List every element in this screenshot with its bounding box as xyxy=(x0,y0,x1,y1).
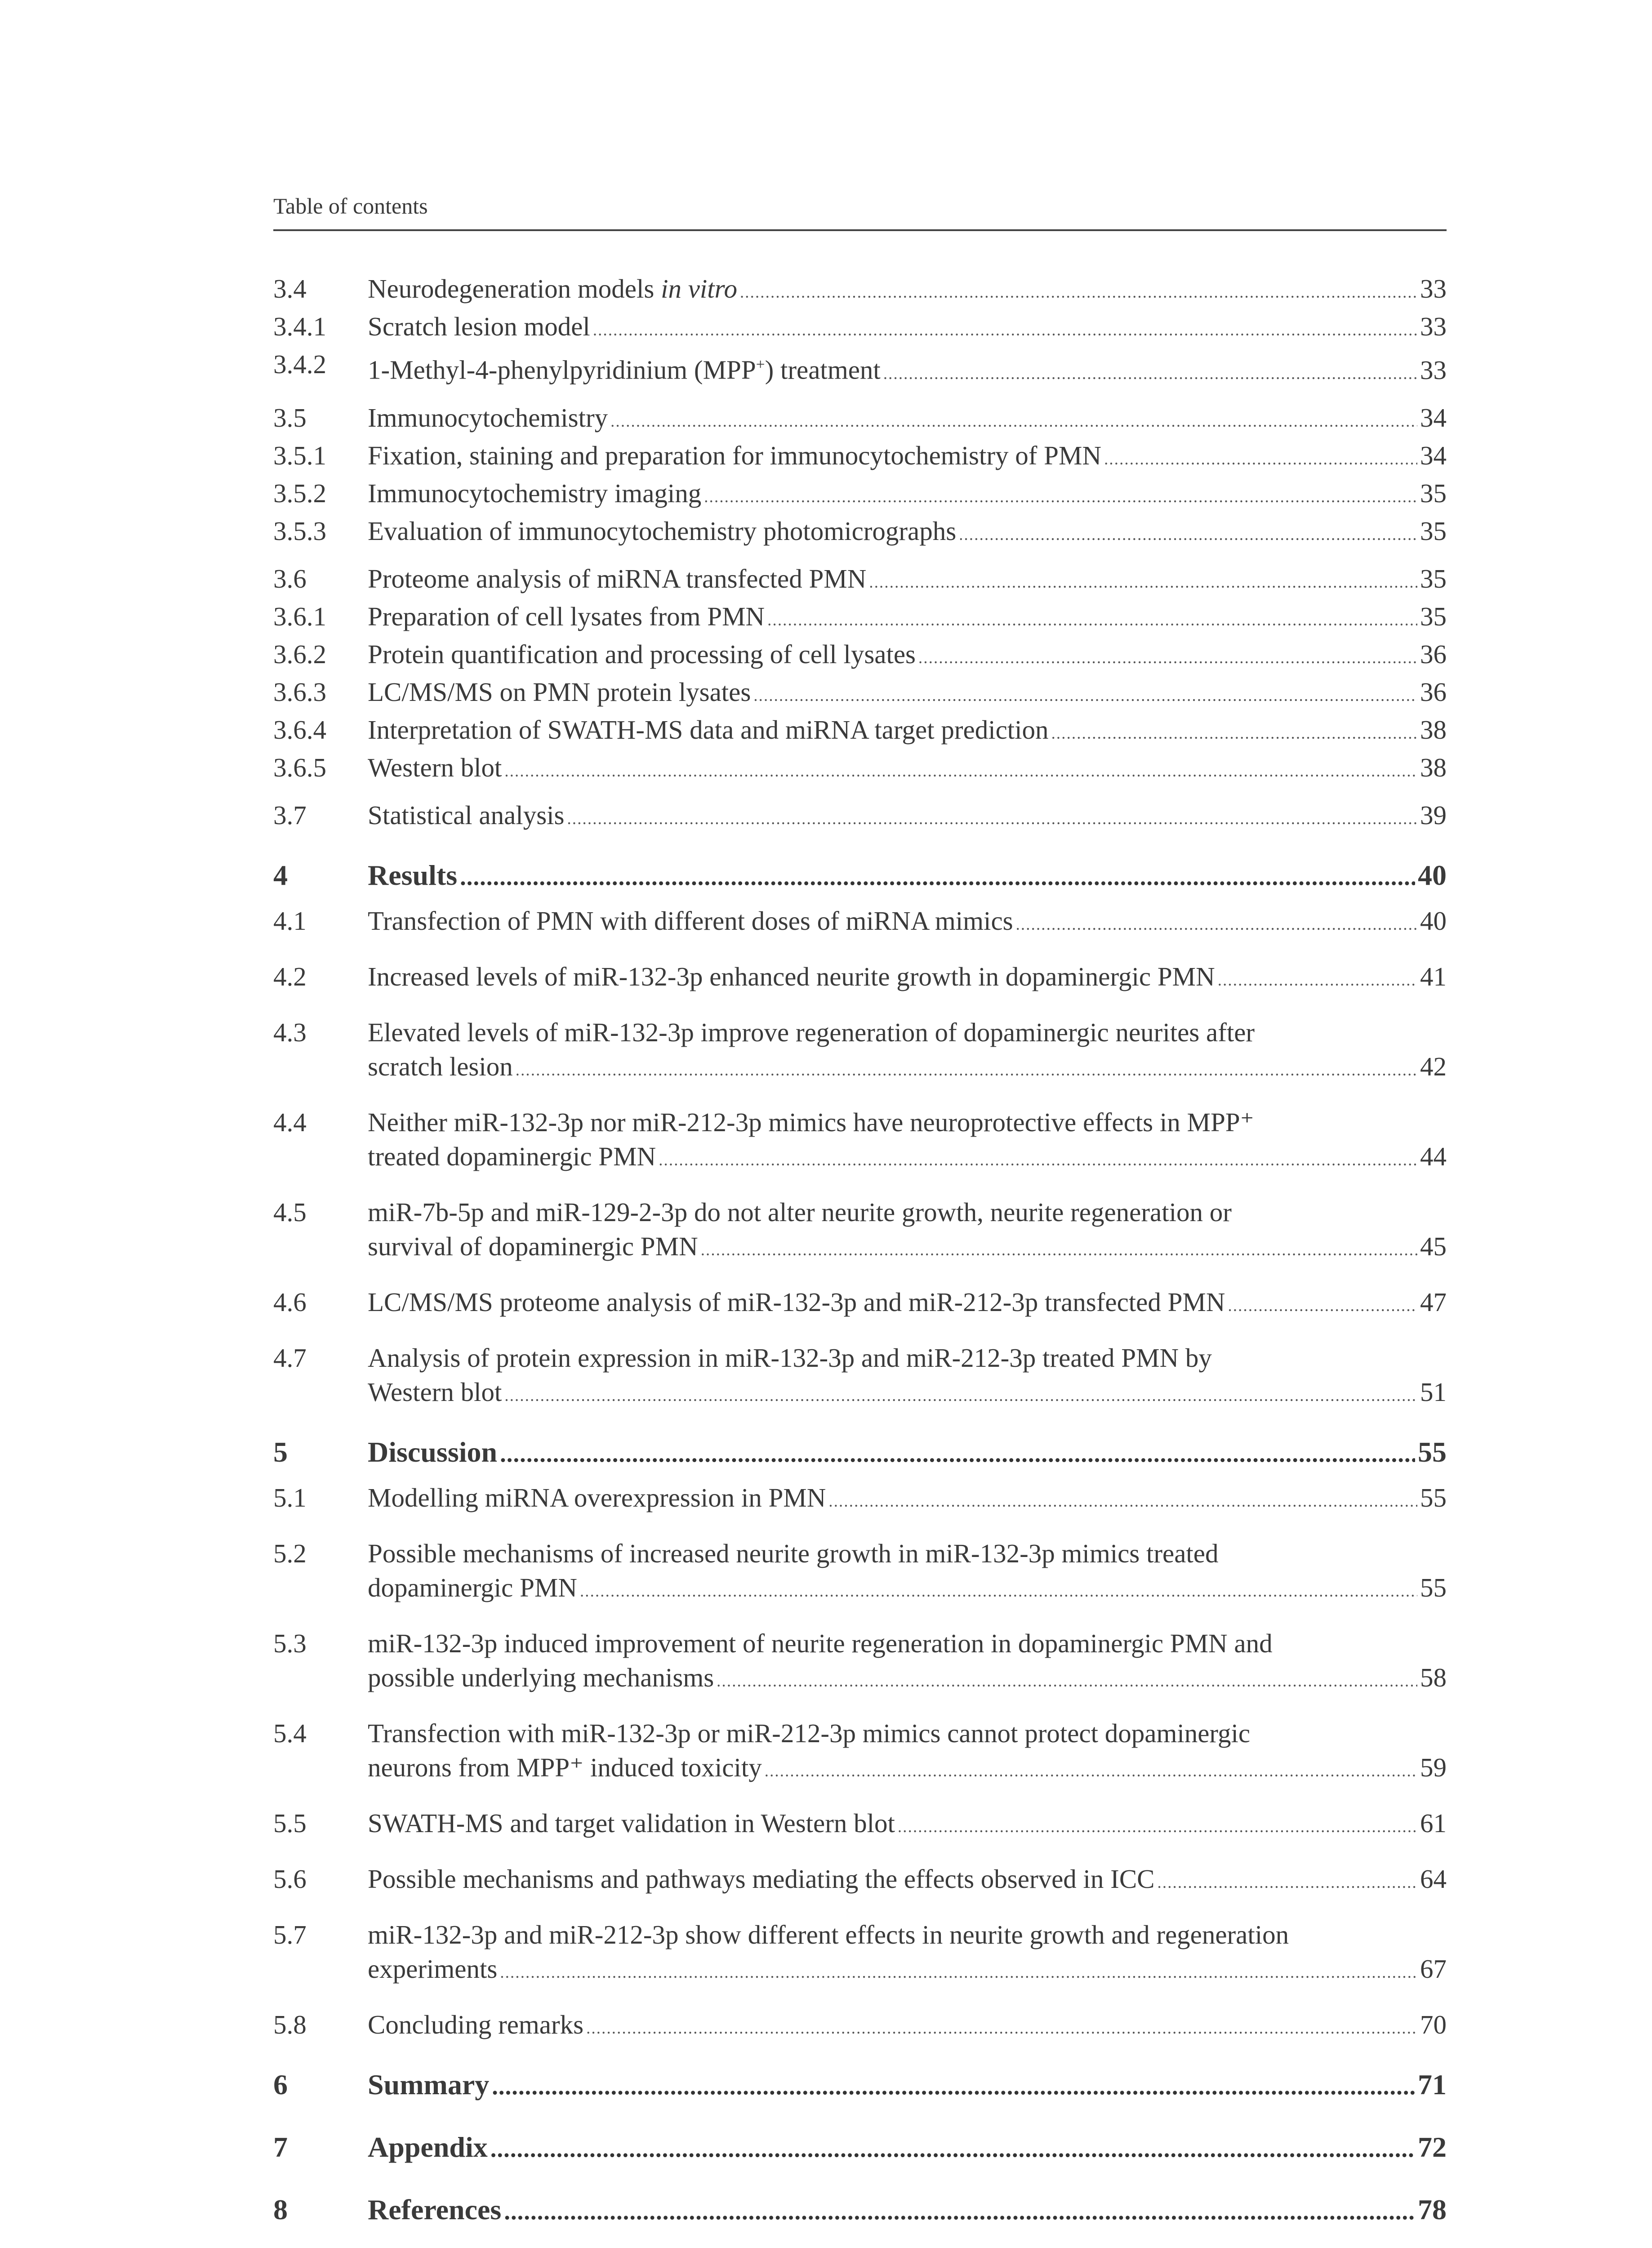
toc-page-number: 40 xyxy=(1418,859,1447,891)
toc-page-number: 33 xyxy=(1420,355,1447,385)
toc-dot-leader xyxy=(500,1436,1415,1471)
toc-chapter-entry[interactable] xyxy=(273,2068,1447,2103)
toc-entry-body xyxy=(368,1435,1447,1471)
toc-entry-title xyxy=(368,750,502,785)
toc-entry-title-text: LC/MS/MS proteome analysis of miR-132-3p and miR-212-3p transfected PMN xyxy=(368,1287,1225,1317)
toc-page-number: 36 xyxy=(1420,677,1447,707)
toc-entry[interactable] xyxy=(273,309,1447,347)
toc-entry-title-line: miR-132-3p and miR-212-3p show different effects in neurite growth and regeneration xyxy=(368,1919,1289,1949)
toc-dot-leader xyxy=(753,678,1417,713)
toc-entry-leader-line xyxy=(368,1435,1447,1471)
toc-entry-number: 7 xyxy=(273,2131,288,2163)
toc-page-number: 35 xyxy=(1420,601,1447,631)
toc-entry-title-text: dopaminergic PMN xyxy=(368,1572,577,1602)
table-of-contents xyxy=(273,272,1447,2228)
toc-entry-title-text: experiments xyxy=(368,1954,498,1984)
toc-entry[interactable] xyxy=(273,438,1447,476)
toc-entry-title xyxy=(368,562,866,596)
toc-entry-body xyxy=(368,1195,1447,1267)
toc-page-number: 38 xyxy=(1420,714,1447,745)
toc-page-number: 70 xyxy=(1420,2009,1447,2039)
toc-entry[interactable] xyxy=(273,272,1447,309)
toc-page-number: 47 xyxy=(1420,1287,1447,1317)
toc-entry-title xyxy=(368,959,1215,994)
toc-entry-leader-line xyxy=(368,1750,1447,1788)
toc-entry[interactable] xyxy=(273,514,1447,552)
toc-entry-number: 4.3 xyxy=(273,1017,307,1047)
toc-entry-title-text: possible underlying mechanisms xyxy=(368,1662,714,1692)
toc-entry-title-suffix: ) treatment xyxy=(765,355,881,385)
toc-entry-title xyxy=(368,1952,497,1986)
toc-dot-leader xyxy=(659,1143,1417,1177)
toc-entry-body xyxy=(368,1105,1447,1177)
toc-entry-body xyxy=(368,476,1447,514)
toc-entry-number: 5 xyxy=(273,1436,288,1468)
toc-page-number: 64 xyxy=(1420,1864,1447,1894)
toc-entry-title xyxy=(368,1229,698,1263)
toc-entry[interactable] xyxy=(273,2007,1447,2045)
toc-dot-leader xyxy=(828,1484,1417,1518)
toc-dot-leader xyxy=(740,275,1417,309)
toc-entry-title-text: Appendix xyxy=(368,2131,488,2163)
toc-entry-title-text: Summary xyxy=(368,2068,490,2101)
toc-entry-number: 3.6.1 xyxy=(273,601,326,631)
toc-page-number: 71 xyxy=(1418,2068,1447,2101)
toc-dot-leader xyxy=(516,1053,1417,1087)
toc-entry-title-text: survival of dopaminergic PMN xyxy=(368,1231,698,1261)
toc-entry-number: 5.2 xyxy=(273,1538,307,1568)
toc-entry[interactable] xyxy=(273,1285,1447,1323)
toc-entry-number: 4.1 xyxy=(273,905,307,936)
toc-dot-leader xyxy=(704,480,1417,514)
toc-entry-title-text: neurons from MPP⁺ induced toxicity xyxy=(368,1752,762,1782)
toc-entry-title-text: Discussion xyxy=(368,1436,498,1468)
toc-entry-title-superscript: + xyxy=(756,355,765,373)
toc-dot-leader xyxy=(898,1810,1417,1844)
toc-dot-leader xyxy=(765,1754,1417,1788)
toc-entry-number: 4.6 xyxy=(273,1287,307,1317)
toc-entry-title xyxy=(368,272,737,306)
toc-dot-leader xyxy=(492,2069,1415,2103)
toc-entry[interactable] xyxy=(273,401,1447,438)
toc-entry-leader-line xyxy=(368,2007,1447,2045)
toc-entry-leader-line xyxy=(368,959,1447,997)
toc-page-number: 39 xyxy=(1420,800,1447,830)
toc-entry-title xyxy=(368,2068,489,2102)
toc-entry-number: 4.4 xyxy=(273,1107,307,1137)
toc-entry-leader-line xyxy=(368,1570,1447,1608)
toc-entry[interactable] xyxy=(273,675,1447,713)
toc-entry-body xyxy=(368,1536,1447,1608)
toc-entry-number: 3.4.1 xyxy=(273,312,326,341)
toc-page-number: 58 xyxy=(1420,1662,1447,1692)
toc-entry-title-text: Immunocytochemistry imaging xyxy=(368,478,702,508)
page-header xyxy=(273,192,1447,231)
toc-entry-title-line: Transfection with miR-132-3p or miR-212-3p mimics cannot protect dopaminergic xyxy=(368,1718,1251,1748)
toc-entry[interactable] xyxy=(273,1806,1447,1844)
toc-entry-body xyxy=(368,401,1447,438)
toc-entry-number: 5.4 xyxy=(273,1718,307,1748)
toc-entry-number: 4.2 xyxy=(273,961,307,991)
toc-entry-leader-line xyxy=(368,1049,1447,1087)
toc-dot-leader xyxy=(610,404,1417,438)
toc-page-number: 35 xyxy=(1420,516,1447,546)
toc-entry-body xyxy=(368,1285,1447,1323)
toc-entry-number: 8 xyxy=(273,2193,288,2226)
toc-chapter-entry[interactable] xyxy=(273,2193,1447,2228)
toc-entry-leader-line xyxy=(368,2068,1447,2103)
toc-entry-number: 3.4 xyxy=(273,274,307,303)
toc-entry-number: 4.5 xyxy=(273,1197,307,1227)
toc-entry-title-line: Elevated levels of miR-132-3p improve regeneration of dopaminergic neurites after xyxy=(368,1017,1255,1047)
toc-page-number: 34 xyxy=(1420,440,1447,470)
toc-entry-leader-line xyxy=(368,1481,1447,1518)
toc-page-number: 78 xyxy=(1418,2193,1447,2226)
toc-dot-leader xyxy=(869,565,1417,599)
toc-entry-body xyxy=(368,1716,1447,1788)
toc-entry-number: 3.5.1 xyxy=(273,440,326,470)
toc-entry-title-text: Preparation of cell lysates from PMN xyxy=(368,601,765,631)
toc-dot-leader xyxy=(567,802,1417,836)
toc-entry-number: 5.3 xyxy=(273,1628,307,1658)
toc-dot-leader xyxy=(460,860,1415,894)
toc-entry-title xyxy=(368,1660,714,1695)
toc-entry[interactable] xyxy=(273,798,1447,836)
toc-dot-leader xyxy=(1051,716,1417,750)
toc-page-number: 36 xyxy=(1420,639,1447,669)
toc-entry[interactable] xyxy=(273,1862,1447,1900)
toc-entry-leader-line xyxy=(368,562,1447,599)
toc-entry-body xyxy=(368,1015,1447,1087)
toc-entry-title xyxy=(368,1049,513,1084)
toc-entry-leader-line xyxy=(368,2130,1447,2166)
toc-entry-title-text: Protein quantification and processing of cell lysates xyxy=(368,639,916,669)
toc-entry-title-text: Evaluation of immunocytochemistry photomicrographs xyxy=(368,516,957,546)
toc-entry-title-text: treated dopaminergic PMN xyxy=(368,1141,656,1171)
toc-entry-number: 5.8 xyxy=(273,2009,307,2039)
toc-entry-body xyxy=(368,1806,1447,1844)
toc-entry-number: 3.6.5 xyxy=(273,752,326,782)
toc-entry-body xyxy=(368,1341,1447,1413)
toc-entry-title xyxy=(368,858,457,892)
toc-page-number: 38 xyxy=(1420,752,1447,782)
toc-entry-leader-line xyxy=(368,309,1447,347)
toc-entry-leader-line xyxy=(368,1862,1447,1900)
toc-entry-title xyxy=(368,438,1101,473)
toc-entry-number: 5.7 xyxy=(273,1919,307,1949)
toc-entry[interactable] xyxy=(273,1481,1447,1518)
toc-entry[interactable] xyxy=(273,1918,1447,1989)
toc-entry-leader-line xyxy=(368,1285,1447,1323)
toc-chapter-entry[interactable] xyxy=(273,2130,1447,2166)
toc-entry-body xyxy=(368,272,1447,309)
toc-page-number: 35 xyxy=(1420,478,1447,508)
toc-entry[interactable] xyxy=(273,1105,1447,1177)
toc-chapter-entry[interactable] xyxy=(273,858,1447,894)
toc-entry[interactable] xyxy=(273,476,1447,514)
toc-entry-body xyxy=(368,637,1447,675)
toc-entry-body xyxy=(368,2130,1447,2166)
toc-entry-body xyxy=(368,904,1447,941)
toc-entry-title xyxy=(368,1481,826,1515)
toc-page-number: 42 xyxy=(1420,1051,1447,1081)
toc-entry[interactable] xyxy=(273,1015,1447,1087)
toc-entry-title xyxy=(368,1375,502,1409)
toc-entry-title-text: SWATH-MS and target validation in Western blot xyxy=(368,1808,895,1838)
toc-entry-leader-line xyxy=(368,675,1447,713)
toc-dot-leader xyxy=(701,1233,1417,1267)
toc-entry-title xyxy=(368,2130,488,2164)
toc-dot-leader xyxy=(1218,963,1417,997)
toc-entry-title xyxy=(368,1285,1225,1319)
toc-entry-leader-line xyxy=(368,858,1447,894)
toc-entry-title xyxy=(368,401,608,435)
toc-entry-title xyxy=(368,2007,583,2042)
toc-entry-number: 3.6.3 xyxy=(273,677,326,707)
toc-dot-leader xyxy=(586,2011,1417,2045)
toc-entry-title-text: LC/MS/MS on PMN protein lysates xyxy=(368,677,751,707)
toc-entry-number: 3.5 xyxy=(273,402,307,433)
toc-entry-number: 3.6 xyxy=(273,563,307,593)
toc-entry-body xyxy=(368,309,1447,347)
toc-entry-title xyxy=(368,309,590,343)
toc-entry-leader-line xyxy=(368,1806,1447,1844)
toc-entry-title-text: Increased levels of miR-132-3p enhanced neurite growth in dopaminergic PMN xyxy=(368,961,1215,991)
toc-entry-title xyxy=(368,476,701,510)
toc-entry-body xyxy=(368,438,1447,476)
toc-dot-leader xyxy=(580,1574,1417,1608)
toc-entry-title xyxy=(368,1570,577,1605)
toc-entry-body xyxy=(368,675,1447,713)
toc-entry[interactable] xyxy=(273,1536,1447,1608)
toc-dot-leader xyxy=(1016,907,1417,941)
toc-entry-title-line: miR-132-3p induced improvement of neurite regeneration in dopaminergic PMN and xyxy=(368,1628,1273,1658)
toc-entry[interactable] xyxy=(273,347,1447,391)
toc-entry-title xyxy=(368,798,565,832)
toc-dot-leader xyxy=(918,641,1417,675)
toc-entry-title-text: Neurodegeneration models xyxy=(368,274,661,303)
toc-entry-title xyxy=(368,1862,1155,1896)
toc-entry-body xyxy=(368,2007,1447,2045)
toc-entry-title-text: Transfection of PMN with different doses of miRNA mimics xyxy=(368,905,1013,936)
toc-entry[interactable] xyxy=(273,750,1447,788)
toc-entry-number: 4 xyxy=(273,859,288,891)
toc-dot-leader xyxy=(504,754,1417,788)
toc-entry-title-text: Western blot xyxy=(368,752,502,782)
toc-entry-title xyxy=(368,1139,656,1173)
toc-entry[interactable] xyxy=(273,904,1447,941)
toc-entry[interactable] xyxy=(273,713,1447,750)
toc-entry[interactable] xyxy=(273,1626,1447,1698)
toc-entry-body xyxy=(368,858,1447,894)
toc-entry-title-text: Possible mechanisms and pathways mediating the effects observed in ICC xyxy=(368,1864,1155,1894)
toc-page-number: 51 xyxy=(1420,1377,1447,1407)
toc-entry-body xyxy=(368,750,1447,788)
toc-entry[interactable] xyxy=(273,1195,1447,1267)
toc-entry-title-text: Proteome analysis of miRNA transfected PMN xyxy=(368,563,867,593)
toc-dot-leader xyxy=(504,1378,1417,1413)
toc-entry[interactable] xyxy=(273,1716,1447,1788)
toc-entry-leader-line xyxy=(368,1139,1447,1177)
toc-entry-leader-line xyxy=(368,347,1447,391)
toc-entry-body xyxy=(368,2193,1447,2228)
toc-entry-title-text: Western blot xyxy=(368,1377,502,1407)
toc-page-number: 44 xyxy=(1420,1141,1447,1171)
toc-page-number: 55 xyxy=(1418,1436,1447,1468)
toc-entry-title xyxy=(368,1806,895,1840)
toc-entry-body xyxy=(368,1918,1447,1989)
toc-dot-leader xyxy=(1104,442,1417,476)
toc-entry[interactable] xyxy=(273,637,1447,675)
toc-entry-title-text: scratch lesion xyxy=(368,1051,513,1081)
toc-entry-title xyxy=(368,2193,501,2227)
toc-entry-leader-line xyxy=(368,1229,1447,1267)
toc-entry-leader-line xyxy=(368,637,1447,675)
toc-entry-title-text: 1-Methyl-4-phenylpyridinium (MPP xyxy=(368,355,756,385)
toc-dot-leader xyxy=(1158,1865,1417,1900)
toc-entry-body xyxy=(368,1481,1447,1518)
toc-entry[interactable] xyxy=(273,959,1447,997)
toc-entry-body xyxy=(368,713,1447,750)
toc-entry-title xyxy=(368,713,1049,747)
toc-entry-number: 5.6 xyxy=(273,1864,307,1894)
toc-entry-title xyxy=(368,347,881,387)
toc-entry-leader-line xyxy=(368,798,1447,836)
toc-entry-title xyxy=(368,599,765,633)
toc-entry-number: 3.6.4 xyxy=(273,714,326,745)
toc-entry-body xyxy=(368,562,1447,599)
toc-entry-body xyxy=(368,798,1447,836)
toc-entry-leader-line xyxy=(368,272,1447,309)
toc-page-number: 55 xyxy=(1420,1482,1447,1512)
toc-entry-body xyxy=(368,1862,1447,1900)
toc-entry-leader-line xyxy=(368,1660,1447,1698)
toc-entry-leader-line xyxy=(368,401,1447,438)
toc-entry-number: 6 xyxy=(273,2068,288,2101)
toc-entry-title-text: Interpretation of SWATH-MS data and miRNA target prediction xyxy=(368,714,1049,745)
toc-dot-leader xyxy=(500,1955,1417,1989)
toc-entry-title-text: Fixation, staining and preparation for immunocytochemistry of PMN xyxy=(368,440,1102,470)
toc-entry-title-text: Immunocytochemistry xyxy=(368,402,608,433)
toc-entry[interactable] xyxy=(273,1341,1447,1413)
toc-entry-title-line: miR-7b-5p and miR-129-2-3p do not alter neurite growth, neurite regeneration or xyxy=(368,1197,1232,1227)
toc-page-number: 35 xyxy=(1420,563,1447,593)
toc-entry-title-line: Analysis of protein expression in miR-132-3p and miR-212-3p treated PMN by xyxy=(368,1343,1212,1373)
toc-dot-leader xyxy=(593,313,1417,347)
toc-entry-leader-line xyxy=(368,1952,1447,1989)
toc-entry-title-text: Concluding remarks xyxy=(368,2009,584,2039)
toc-entry-number: 3.6.2 xyxy=(273,639,326,669)
toc-entry-title-line: Possible mechanisms of increased neurite growth in miR-132-3p mimics treated xyxy=(368,1538,1219,1568)
toc-entry-leader-line xyxy=(368,713,1447,750)
toc-entry-number: 3.5.3 xyxy=(273,516,326,546)
toc-entry-leader-line xyxy=(368,514,1447,552)
toc-page-number: 55 xyxy=(1420,1572,1447,1602)
toc-entry[interactable] xyxy=(273,562,1447,599)
toc-entry-leader-line xyxy=(368,2193,1447,2228)
toc-dot-leader xyxy=(767,603,1417,637)
toc-entry-number: 3.5.2 xyxy=(273,478,326,508)
toc-dot-leader xyxy=(883,357,1417,391)
toc-entry-title xyxy=(368,1750,762,1784)
toc-page-number: 34 xyxy=(1420,402,1447,433)
toc-page-number: 33 xyxy=(1420,274,1447,303)
toc-entry-body xyxy=(368,347,1447,391)
toc-entry-title xyxy=(368,904,1013,938)
toc-dot-leader xyxy=(490,2132,1415,2166)
toc-entry-leader-line xyxy=(368,438,1447,476)
toc-page-number: 59 xyxy=(1420,1752,1447,1782)
toc-page-number: 33 xyxy=(1420,312,1447,341)
toc-entry-leader-line xyxy=(368,599,1447,637)
toc-entry-body xyxy=(368,514,1447,552)
toc-dot-leader xyxy=(1228,1289,1417,1323)
toc-entry-title-text: References xyxy=(368,2193,502,2226)
toc-chapter-entry[interactable] xyxy=(273,1435,1447,1471)
toc-entry-title-text: Modelling miRNA overexpression in PMN xyxy=(368,1482,826,1512)
toc-page-number: 41 xyxy=(1420,961,1447,991)
toc-entry-title xyxy=(368,1435,497,1469)
toc-page-number: 67 xyxy=(1420,1954,1447,1984)
page-header-title: Table of contents xyxy=(273,193,428,219)
toc-entry-number: 4.7 xyxy=(273,1343,307,1373)
toc-page-number: 72 xyxy=(1418,2131,1447,2163)
toc-entry-number: 3.4.2 xyxy=(273,349,326,379)
toc-entry-title xyxy=(368,675,751,709)
toc-entry-leader-line xyxy=(368,750,1447,788)
toc-entry-title-text: Results xyxy=(368,859,458,891)
toc-entry-body xyxy=(368,2068,1447,2103)
toc-entry-title-line: Neither miR-132-3p nor miR-212-3p mimics have neuroprotective effects in MPP⁺ xyxy=(368,1107,1254,1137)
toc-entry-title-text: Scratch lesion model xyxy=(368,312,590,341)
toc-entry-leader-line xyxy=(368,904,1447,941)
toc-dot-leader xyxy=(959,517,1417,552)
toc-page-number: 45 xyxy=(1420,1231,1447,1261)
toc-entry-number: 3.7 xyxy=(273,800,307,830)
toc-entry-title xyxy=(368,514,956,548)
toc-entry-title-text: Statistical analysis xyxy=(368,800,565,830)
toc-page-number: 61 xyxy=(1420,1808,1447,1838)
toc-entry-number: 5.5 xyxy=(273,1808,307,1838)
toc-page-number: 40 xyxy=(1420,905,1447,936)
toc-dot-leader xyxy=(504,2194,1415,2228)
toc-entry[interactable] xyxy=(273,599,1447,637)
toc-entry-body xyxy=(368,1626,1447,1698)
toc-entry-number: 5.1 xyxy=(273,1482,307,1512)
toc-dot-leader xyxy=(717,1664,1417,1698)
toc-entry-title-italic: in vitro xyxy=(661,274,737,303)
toc-entry-leader-line xyxy=(368,1375,1447,1413)
toc-entry-title xyxy=(368,637,916,671)
toc-entry-body xyxy=(368,599,1447,637)
toc-entry-leader-line xyxy=(368,476,1447,514)
toc-entry-body xyxy=(368,959,1447,997)
